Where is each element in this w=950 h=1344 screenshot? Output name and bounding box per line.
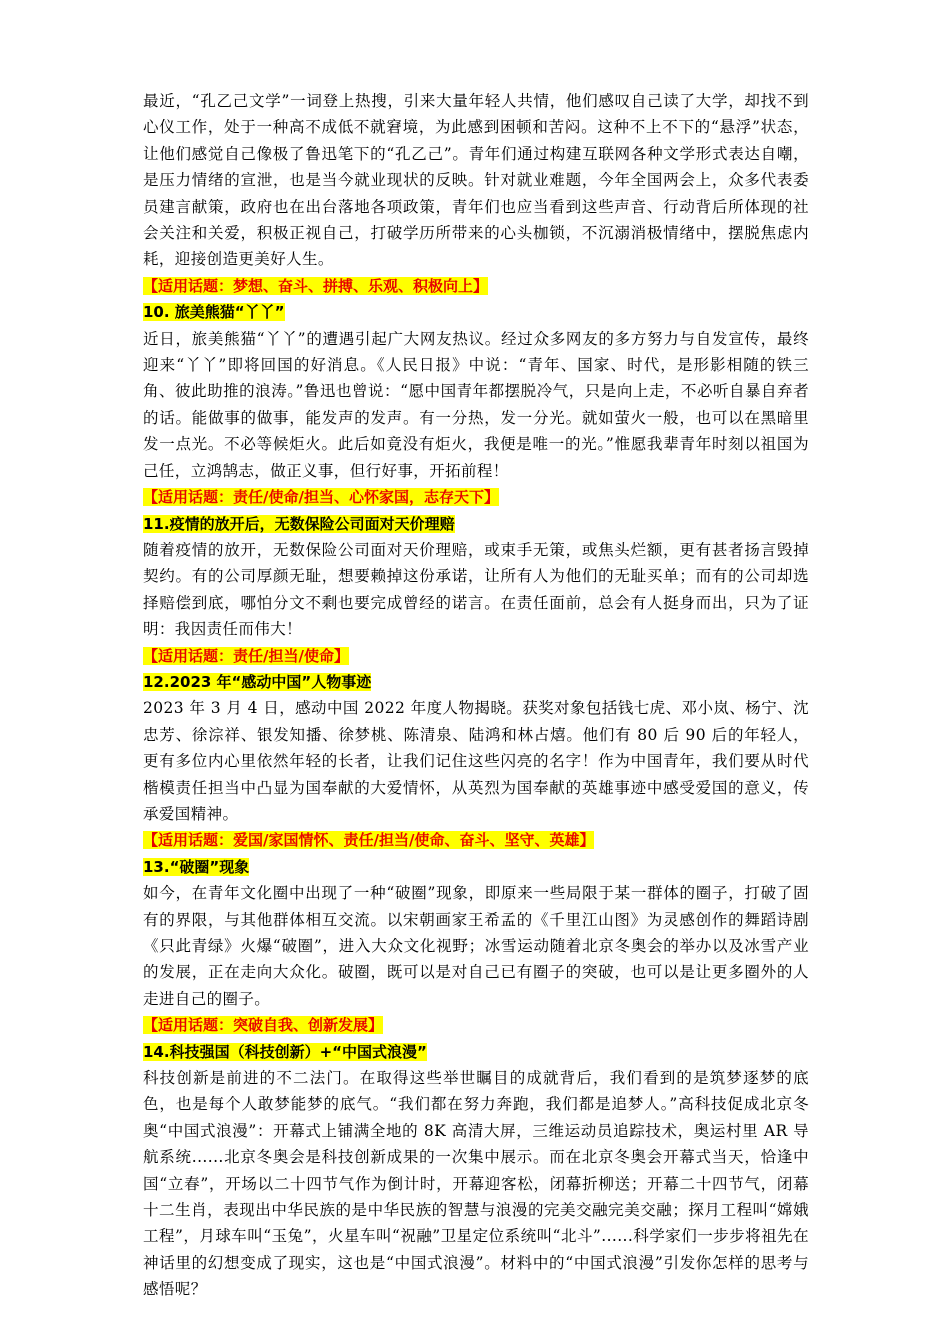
section-heading-13: [143, 854, 809, 880]
intro-paragraph: 最近，“孔乙己文学”一词登上热搜，引来大量年轻人共情，他们感叹自己读了大学，却找不到心仪工作，处于一种高不成低不就窘境，为此感到困顿和苦闷。这种不上不下的“悬浮”状态，让他们感觉自己像极了鲁迅笔下的“孔乙己”。青年们通过构建互联网各种文学形式表达自嘲，是压力情绪的宣泄，也是当今就业现状的反映。针对就业难题，今年全国两会上，众多代表委员建言献策，政府也在出台落地各项政策，青年们也应当看到这些声音、行动背后所体现的社会关注和关爱，积极正视自己，打破学历所带来的心头枷锁，不沉溺消极情绪中，摆脱焦虑内耗，迎接创造更美好人生。: [143, 92, 809, 269]
heading-text: 13.“破圈”现象: [143, 857, 250, 876]
document-page: [143, 88, 809, 1303]
heading-text: 14.科技强国（科技创新）+“中国式浪漫”: [143, 1042, 427, 1061]
intro-topic-label: [143, 273, 809, 299]
topic-text: 【适用话题：梦想、奋斗、拼搏、乐观、积极向上】: [143, 276, 489, 295]
section-paragraph-10: 近日，旅美熊猫“丫丫”的遭遇引起广大网友热议。经过众多网友的多方努力与自发宣传，最终迎来“丫丫”即将回国的好消息。《人民日报》中说：“青年、国家、时代，是形影相随的铁三角、彼此助推的浪涛。”鲁迅也曾说：“愿中国青年都摆脱冷气，只是向上走，不必听自暴自弃者的话。能做事的做事，能发声的发声。有一分热，发一分光。就如萤火一般，也可以在黑暗里发一点光。不必等候炬火。此后如竟没有炬火，我便是唯一的光。”惟愿我辈青年时刻以祖国为己任，立鸿鹄志，做正义事，但行好事，开拓前程！: [143, 329, 809, 480]
topic-text: 【适用话题：责任/担当/使命】: [143, 646, 349, 665]
section-topic-13: [143, 1012, 809, 1038]
section-heading-10: [143, 299, 809, 325]
topic-text: 【适用话题：爱国/家国情怀、责任/担当/使命、奋斗、坚守、英雄】: [143, 831, 595, 850]
section-heading-11: [143, 511, 809, 537]
heading-text: 11.疫情的放开后，无数保险公司面对天价理赔: [143, 514, 455, 533]
section-topic-12: [143, 827, 809, 853]
section-paragraph-12: 2023 年 3 月 4 日，感动中国 2022 年度人物揭晓。获奖对象包括钱七虎、邓小岚、杨宁、沈忠芳、徐淙祥、银发知播、徐梦桃、陈清泉、陆鸿和林占熺。他们有 80 后 90 后的年轻人，更有多位内心里依然年轻的长者，让我们记住这些闪亮的名字！作为中国青年，我们要从时代楷模责任担当中凸显为国奉献的大爱情怀，从英烈为国奉献的英雄事迹中感受爱国的意义，传承爱国精神。: [143, 699, 809, 823]
section-paragraph-13: 如今，在青年文化圈中出现了一种“破圈”现象，即原来一些局限于某一群体的圈子，打破了固有的界限，与其他群体相互交流。以宋朝画家王希孟的《千里江山图》为灵感创作的舞蹈诗剧《只此青绿》火爆“破圈”，进入大众文化视野；冰雪运动随着北京冬奥会的举办以及冰雪产业的发展，正在走向大众化。破圈，既可以是对自己已有圈子的突破，也可以是让更多圈外的人走进自己的圈子。: [143, 884, 809, 1008]
section-paragraph-14: 科技创新是前进的不二法门。在取得这些举世瞩目的成就背后，我们看到的是筑梦逐梦的底色，也是每个人敢梦能梦的底气。“我们都在努力奔跑，我们都是追梦人。”高科技促成北京冬奥“中国式浪漫”：开幕式上铺满全地的 8K 高清大屏，三维运动员追踪技术，奥运村里 AR 导航系统......北京冬奥会是科技创新成果的一次集中展示。而在北京冬奥会开幕式当天，恰逢中国“立春”，开场以二十四节气作为倒计时，开幕迎客松，闭幕折柳送；开幕二十四节气，闭幕十二生肖，表现出中华民族的是中华民族的智慧与浪漫的完美交融完美交融；探月工程叫“嫦娥工程”，月球车叫“玉兔”，火星车叫“祝融”卫星定位系统叫“北斗”......科学家们一步步将祖先在神话里的幻想变成了现实，这也是“中国式浪漫”。材料中的“中国式浪漫”引发你怎样的思考与感悟呢？: [143, 1069, 809, 1299]
section-paragraph-11: 随着疫情的放开，无数保险公司面对天价理赔，或束手无策，或焦头烂额，更有甚者扬言毁掉契约。有的公司厚颜无耻，想要赖掉这份承诺，让所有人为他们的无耻买单；而有的公司却选择赔偿到底，哪怕分文不剩也要完成曾经的诺言。在责任面前，总会有人挺身而出，只为了证明：我因责任而伟大！: [143, 540, 809, 639]
section-heading-14: [143, 1039, 809, 1065]
heading-text: 10. 旅美熊猫“丫丫”: [143, 303, 285, 322]
section-topic-10: [143, 484, 809, 510]
topic-text: 【适用话题：责任/使命/担当、心怀家国，志存天下】: [143, 488, 499, 507]
section-heading-12: [143, 669, 809, 695]
heading-text: 12.2023 年“感动中国”人物事迹: [143, 672, 372, 691]
section-topic-11: [143, 643, 809, 669]
topic-text: 【适用话题：突破自我、创新发展】: [143, 1016, 384, 1035]
